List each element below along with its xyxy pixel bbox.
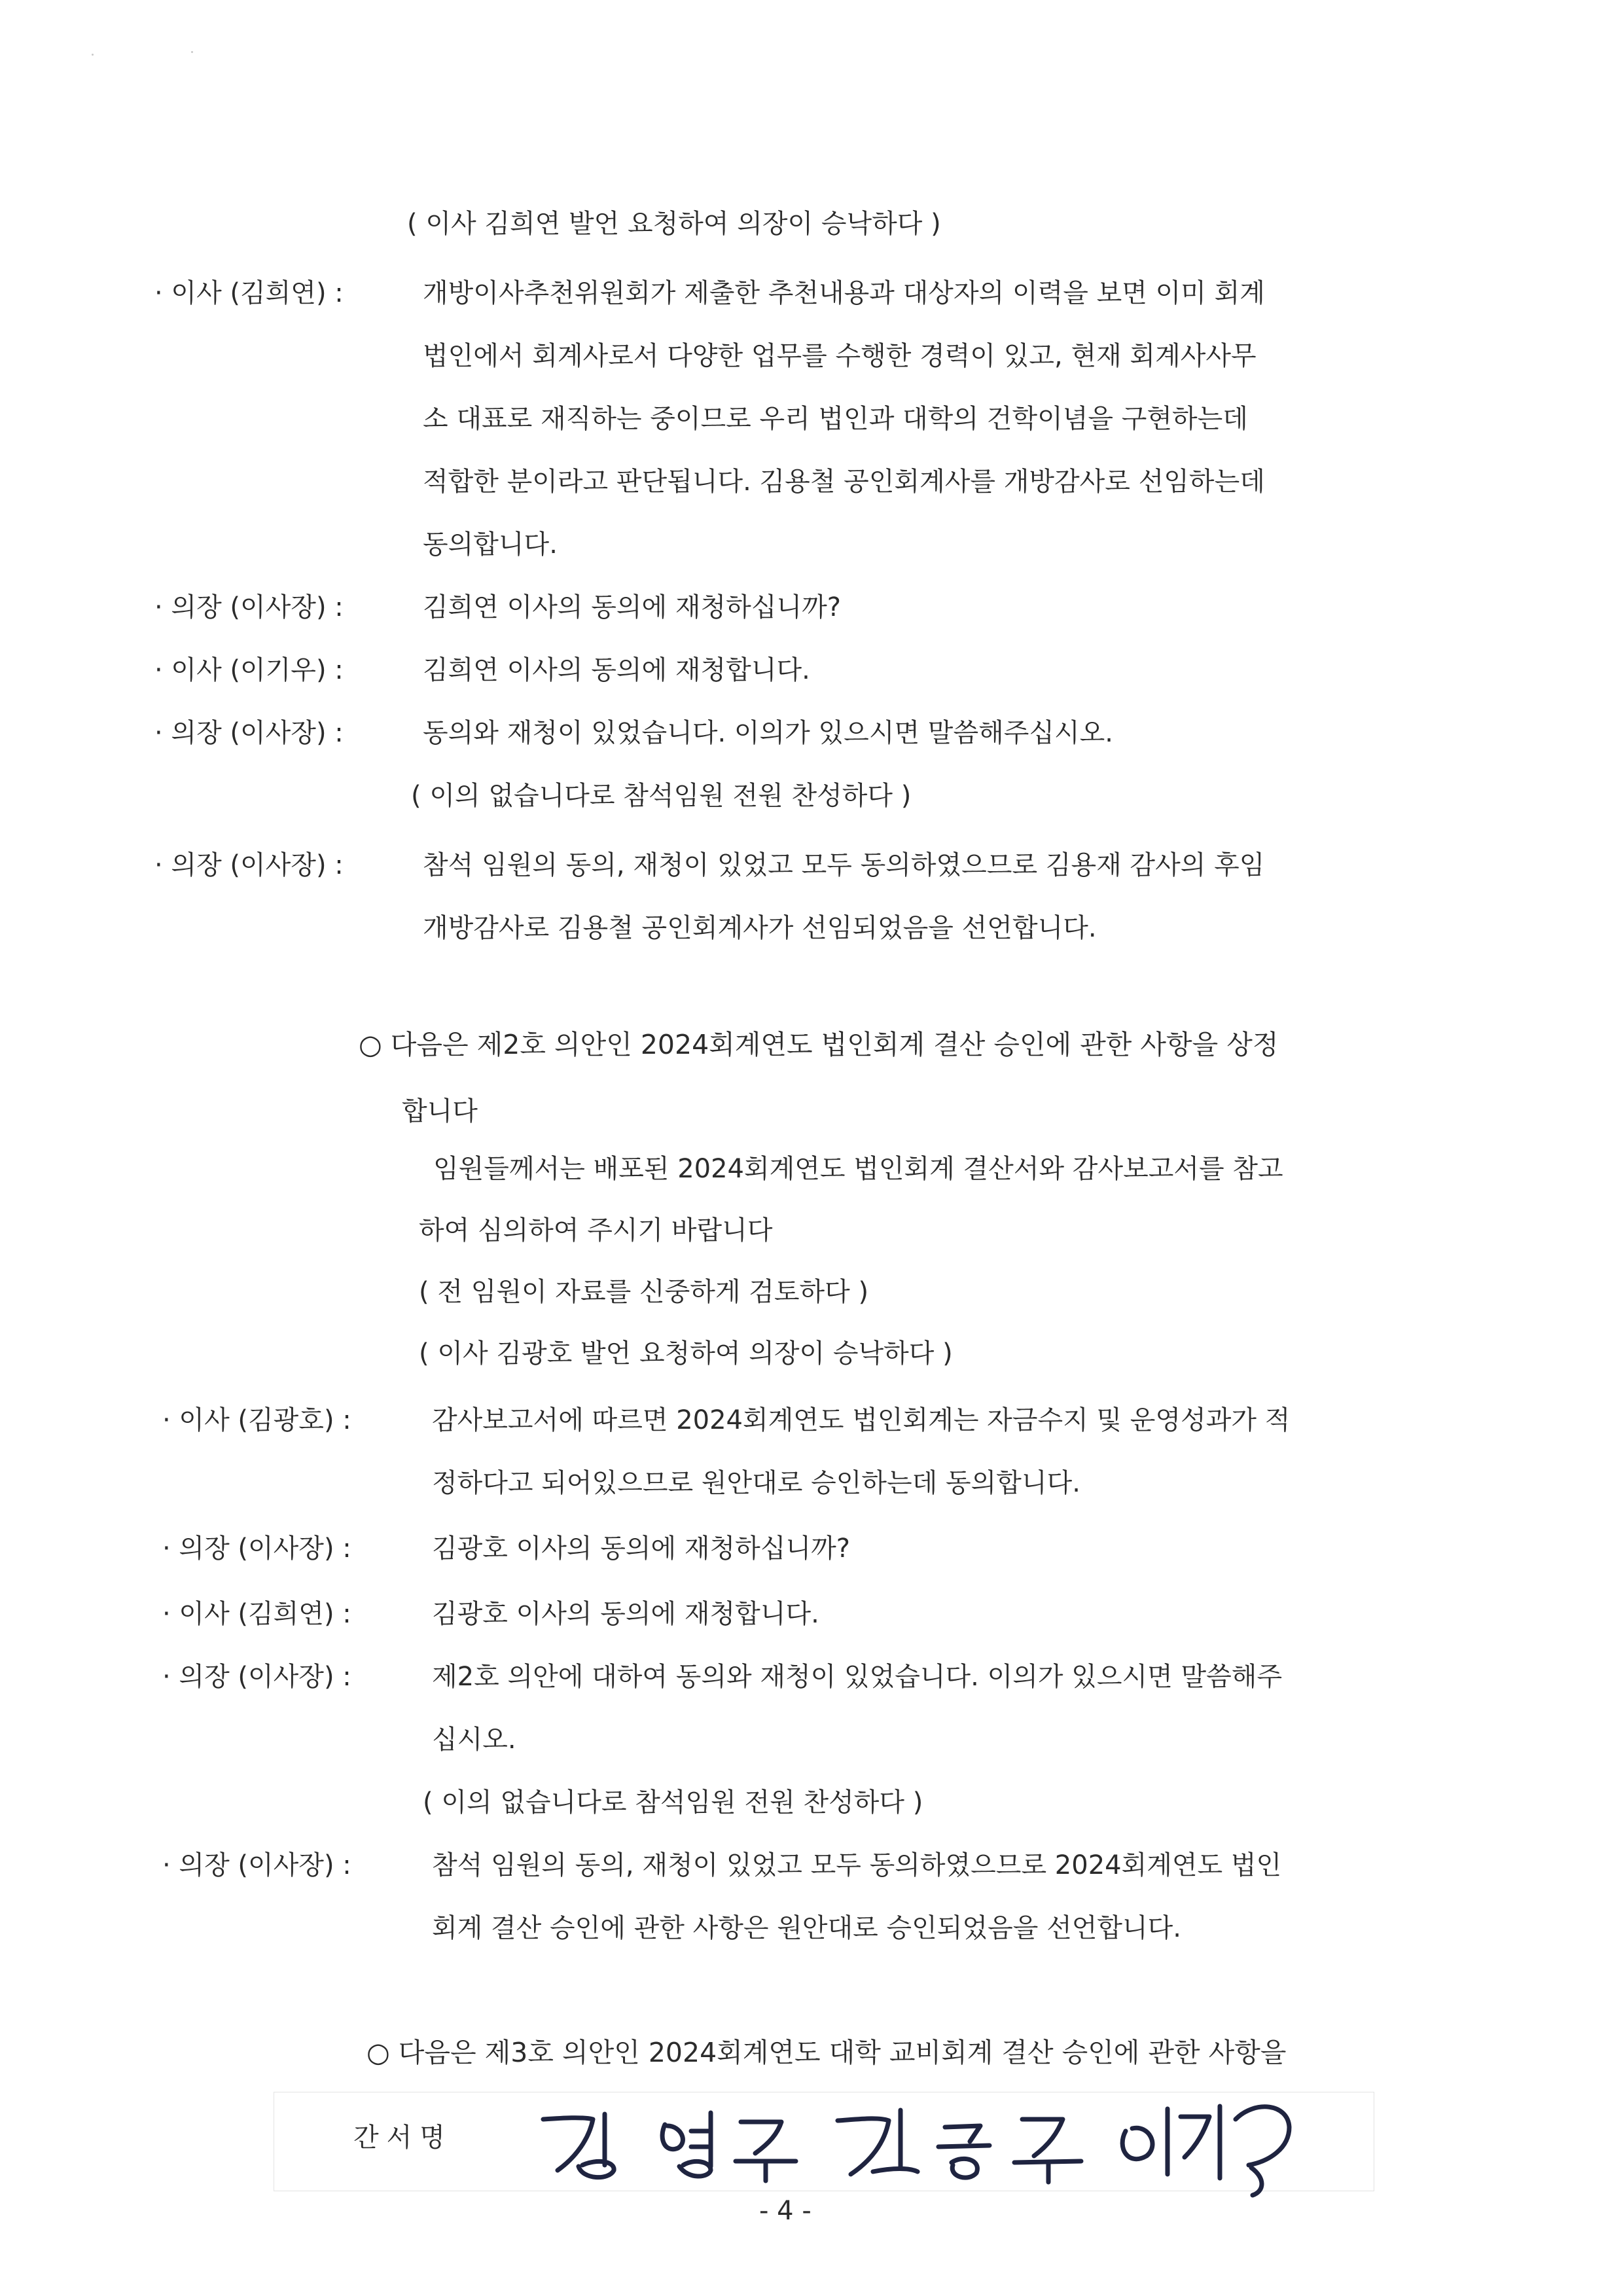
speaker-label: · 의장 (이사장) : (154, 850, 344, 880)
minutes-line: 동의와 재청이 있었습니다. 이의가 있으시면 말씀해주십시오. (423, 718, 1114, 748)
speaker-label: · 의장 (이사장) : (154, 718, 344, 748)
minutes-line: 법인에서 회계사로서 다양한 업무를 수행한 경력이 있고, 현재 회계사사무 (423, 341, 1257, 371)
speaker-label: · 이사 (이기우) : (154, 655, 344, 685)
minutes-line: 김희연 이사의 동의에 재청합니다. (423, 655, 810, 685)
speaker-label: · 이사 (김광호) : (162, 1405, 351, 1435)
handwritten-signature-1 (537, 2093, 818, 2185)
minutes-line: 임원들께서는 배포된 2024회계연도 법인회계 결산서와 감사보고서를 참고 (433, 1154, 1283, 1184)
scan-speck (191, 51, 193, 53)
minutes-line: 참석 임원의 동의, 재청이 있었고 모두 동의하였으므로 김용재 감사의 후임 (423, 850, 1265, 880)
agenda-item-heading: ○ 다음은 제2호 의안인 2024회계연도 법인회계 결산 승인에 관한 사항을 상정 (359, 1029, 1279, 1060)
minutes-line: 회계 결산 승인에 관한 사항은 원안대로 승인되었음을 선언합니다. (432, 1913, 1181, 1943)
minutes-line: ( 이의 없습니다로 참석임원 전원 찬성하다 ) (411, 781, 912, 811)
minutes-line: 참석 임원의 동의, 재청이 있었고 모두 동의하였으므로 2024회계연도 법인 (432, 1850, 1282, 1880)
speaker-label: · 이사 (김희연) : (154, 278, 344, 308)
minutes-line: 제2호 의안에 대하여 동의와 재청이 있었습니다. 이의가 있으시면 말씀해주 (432, 1662, 1283, 1692)
minutes-line: 십시오. (432, 1725, 516, 1755)
signature-label: 간서명 (353, 2123, 453, 2153)
minutes-line: 김희연 이사의 동의에 재청하십니까? (423, 592, 841, 622)
minutes-line: 적합한 분이라고 판단됩니다. 김용철 공인회계사를 개방감사로 선임하는데 (423, 467, 1265, 497)
page-number: - 4 - (759, 2196, 812, 2226)
minutes-line: ( 이의 없습니다로 참석임원 전원 찬성하다 ) (423, 1787, 923, 1818)
handwritten-signature-2 (830, 2094, 1111, 2186)
speaker-label: · 의장 (이사장) : (162, 1850, 351, 1880)
minutes-line: ( 이사 김희연 발언 요청하여 의장이 승낙하다 ) (407, 209, 941, 239)
minutes-line: ( 전 임원이 자료를 신중하게 검토하다 ) (419, 1277, 869, 1307)
speaker-label: · 의장 (이사장) : (162, 1534, 351, 1564)
minutes-line: 합니다 (402, 1096, 478, 1126)
minutes-line: 개방이사추천위원회가 제출한 추천내용과 대상자의 이력을 보면 이미 회계 (423, 278, 1265, 308)
minutes-line: 하여 심의하여 주시기 바랍니다 (419, 1215, 773, 1246)
agenda-item-heading: ○ 다음은 제3호 의안인 2024회계연도 대학 교비회계 결산 승인에 관한 사항을 (366, 2037, 1287, 2068)
speaker-label: · 의장 (이사장) : (162, 1662, 351, 1692)
speaker-label: · 이사 (김희연) : (162, 1599, 351, 1629)
minutes-line: ( 이사 김광호 발언 요청하여 의장이 승낙하다 ) (419, 1338, 953, 1369)
minutes-line: 개방감사로 김용철 공인회계사가 선임되었음을 선언합니다. (423, 913, 1097, 943)
minutes-line: 감사보고서에 따르면 2024회계연도 법인회계는 자금수지 및 운영성과가 적 (432, 1405, 1291, 1435)
scan-speck (92, 54, 94, 56)
minutes-line: 동의합니다. (423, 529, 558, 560)
minutes-line: 정하다고 되어있으므로 원안대로 승인하는데 동의합니다. (432, 1468, 1080, 1498)
speaker-label: · 의장 (이사장) : (154, 592, 344, 622)
handwritten-signature-3 (1113, 2080, 1335, 2198)
minutes-line: 김광호 이사의 동의에 재청하십니까? (432, 1534, 850, 1564)
minutes-line: 소 대표로 재직하는 중이므로 우리 법인과 대학의 건학이념을 구현하는데 (423, 404, 1248, 434)
minutes-line: 김광호 이사의 동의에 재청합니다. (432, 1599, 819, 1629)
